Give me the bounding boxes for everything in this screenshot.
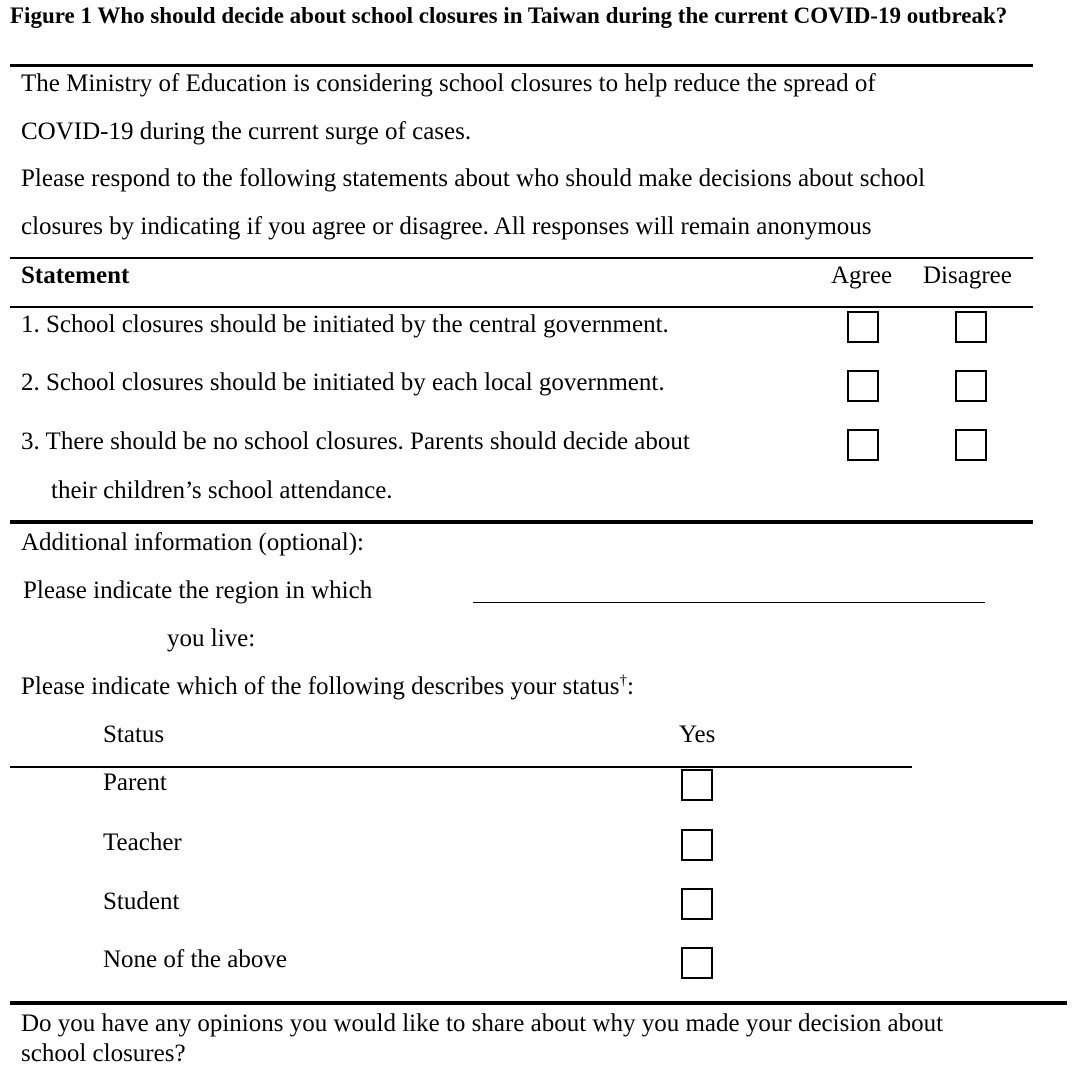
status-prompt: [21, 672, 634, 702]
statement-2-disagree-checkbox[interactable]: [955, 370, 987, 402]
statements-bottom-rule: [10, 520, 1033, 524]
statement-row-3-continuation: their children’s school attendance.: [51, 477, 393, 504]
status-row-none: None of the above: [103, 946, 287, 973]
intro-line-3: Please respond to the following statements about who should make decisions about school: [21, 165, 926, 192]
statement-row-1: 1. School closures should be initiated by the central government.: [21, 311, 669, 338]
dagger-mark: †: [619, 672, 627, 689]
statements-header-disagree: Disagree: [923, 262, 1012, 289]
status-row-teacher: Teacher: [103, 829, 182, 856]
region-prompt-line-2: you live:: [167, 625, 256, 652]
intro-line-1: The Ministry of Education is considering school closures to help reduce the spread of: [21, 70, 876, 97]
status-teacher-checkbox[interactable]: [681, 829, 713, 861]
statements-header-bottom-rule: [10, 306, 1033, 308]
intro-line-2: COVID-19 during the current surge of cases.: [21, 118, 472, 145]
additional-info-heading: Additional information (optional):: [21, 529, 364, 556]
status-row-parent: Parent: [103, 769, 167, 796]
statement-2-agree-checkbox[interactable]: [847, 370, 879, 402]
region-input-line[interactable]: [473, 601, 985, 603]
statements-header-agree: Agree: [831, 262, 893, 289]
status-prompt-text: Please indicate which of the following describes your status: [21, 673, 620, 700]
status-student-checkbox[interactable]: [681, 888, 713, 920]
statement-1-agree-checkbox[interactable]: [847, 311, 879, 343]
statement-row-3: 3. There should be no school closures. Parents should decide about: [21, 428, 690, 455]
statement-3-agree-checkbox[interactable]: [847, 429, 879, 461]
figure-title: Figure 1 Who should decide about school closures in Taiwan during the current COVID-19 outbreak?: [10, 3, 1008, 28]
top-rule: [10, 64, 1033, 67]
statement-3-disagree-checkbox[interactable]: [955, 429, 987, 461]
status-parent-checkbox[interactable]: [681, 769, 713, 801]
status-none-checkbox[interactable]: [681, 947, 713, 979]
opinion-question-line-1: Do you have any opinions you would like to share about why you made your decision about: [21, 1010, 944, 1037]
statement-row-2: 2. School closures should be initiated by each local government.: [21, 369, 665, 396]
status-header-status: Status: [103, 721, 165, 748]
status-row-student: Student: [103, 888, 180, 915]
status-header-yes: Yes: [679, 721, 716, 748]
status-prompt-colon: :: [626, 673, 634, 700]
status-bottom-rule: [10, 1001, 1067, 1005]
statement-1-disagree-checkbox[interactable]: [955, 311, 987, 343]
statements-header-top-rule: [10, 257, 1033, 259]
statements-header-statement: Statement: [21, 262, 130, 289]
intro-line-4: closures by indicating if you agree or disagree. All responses will remain anonymous: [21, 213, 872, 240]
opinion-question-line-2: school closures?: [21, 1040, 186, 1067]
region-prompt-line-1: Please indicate the region in which: [23, 577, 373, 604]
